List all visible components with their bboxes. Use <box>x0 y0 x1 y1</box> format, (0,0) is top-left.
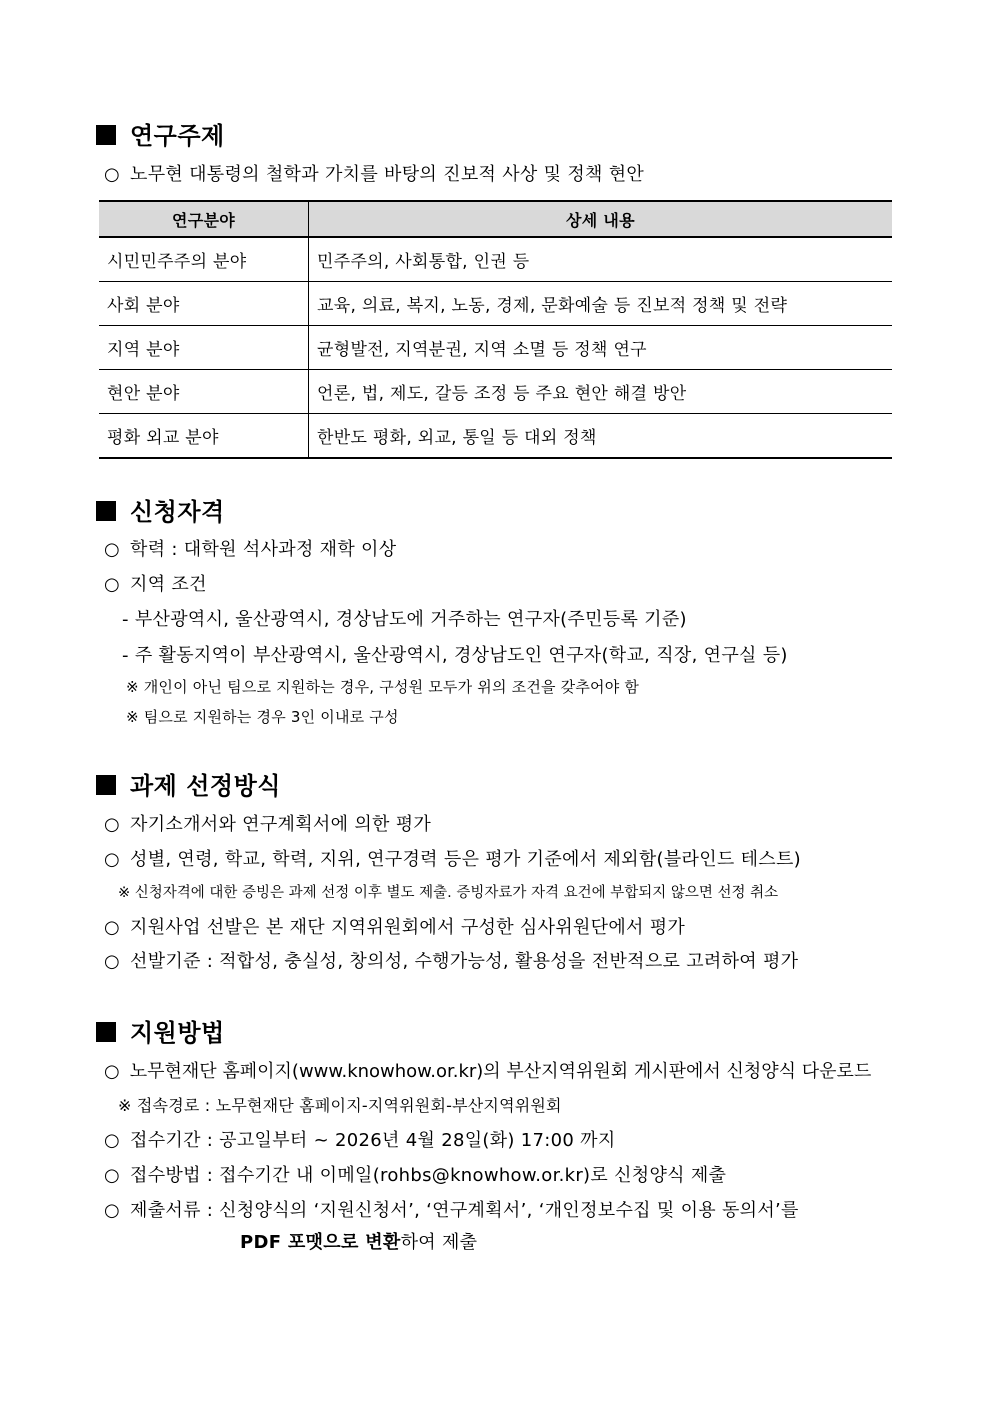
circle-bullet-icon: ○ <box>104 539 121 560</box>
eligibility-note-team-size: ※ 팀으로 지원하는 경우 3인 이내로 구성 <box>126 708 399 726</box>
table-cell-detail: 균형발전, 지역분권, 지역 소멸 등 정책 연구 <box>309 326 893 370</box>
application-item-documents: ○ 제출서류 : 신청양식의 ‘지원신청서’, ‘연구계획서’, ‘개인정보수집 및 이용 동의서’를 <box>104 1200 799 1221</box>
section-heading-application: 지원방법 <box>96 1013 225 1048</box>
section-heading-eligibility: 신청자격 <box>96 492 225 527</box>
table-cell-detail: 민주주의, 사회통합, 인권 등 <box>309 237 893 282</box>
application-note-path: ※ 접속경로 : 노무현재단 홈페이지-지역위원회-부산지역위원회 <box>118 1096 562 1115</box>
application-item-method: ○ 접수방법 : 접수기간 내 이메일(rohbs@knowhow.or.kr)로 신청양식 제출 <box>104 1165 727 1186</box>
table-cell-field: 사회 분야 <box>99 282 309 326</box>
circle-bullet-icon: ○ <box>104 164 121 185</box>
section-heading-selection: 과제 선정방식 <box>96 766 281 801</box>
eligibility-item-education: ○ 학력 : 대학원 석사과정 재학 이상 <box>104 539 397 560</box>
table-row <box>99 282 892 326</box>
black-square-bullet-icon <box>96 1022 116 1042</box>
black-square-bullet-icon <box>96 775 116 795</box>
section-heading-research-topic: 연구주제 <box>96 116 225 151</box>
table-cell-field: 시민민주주의 분야 <box>99 237 309 282</box>
black-square-bullet-icon <box>96 125 116 145</box>
eligibility-note-team-condition: ※ 개인이 아닌 팀으로 지원하는 경우, 구성원 모두가 위의 조건을 갖추어야 함 <box>126 678 640 696</box>
table-cell-detail: 언론, 법, 제도, 갈등 조정 등 주요 현안 해결 방안 <box>309 370 893 414</box>
column-header-detail: 상세 내용 <box>309 201 893 237</box>
selection-item-blind-test: ○ 성별, 연령, 학교, 학력, 지위, 연구경력 등은 평가 기준에서 제외함(블라인드 테스트) <box>104 849 801 870</box>
eligibility-item-region: ○ 지역 조건 <box>104 574 207 595</box>
circle-bullet-icon: ○ <box>104 1061 120 1082</box>
table-cell-detail: 한반도 평화, 외교, 통일 등 대외 정책 <box>309 414 893 459</box>
circle-bullet-icon: ○ <box>104 1200 121 1221</box>
table-row <box>99 237 892 282</box>
column-header-field: 연구분야 <box>99 201 309 237</box>
region-condition-residence: - 부산광역시, 울산광역시, 경상남도에 거주하는 연구자(주민등록 기준) <box>122 609 687 630</box>
table-header-row <box>99 201 892 237</box>
selection-note-proof: ※ 신청자격에 대한 증빙은 과제 선정 이후 별도 제출. 증빙자료가 자격 요건에 부합되지 않으면 선정 취소 <box>118 885 779 901</box>
research-field-table <box>99 200 892 459</box>
application-item-period: ○ 접수기간 : 공고일부터 ~ 2026년 4월 28일(화) 17:00 까지 <box>104 1130 616 1151</box>
pdf-format-emphasis: PDF 포맷으로 변환 <box>240 1232 401 1253</box>
research-topic-item: ○ 노무현 대통령의 철학과 가치를 바탕의 진보적 사상 및 정책 현안 <box>104 164 645 185</box>
application-documents-continuation: PDF 포맷으로 변환하여 제출 <box>240 1232 478 1253</box>
black-square-bullet-icon <box>96 501 116 521</box>
circle-bullet-icon: ○ <box>104 849 121 870</box>
circle-bullet-icon: ○ <box>104 574 121 595</box>
table-cell-field: 평화 외교 분야 <box>99 414 309 459</box>
circle-bullet-icon: ○ <box>104 814 121 835</box>
table-row <box>99 326 892 370</box>
table-cell-field: 지역 분야 <box>99 326 309 370</box>
circle-bullet-icon: ○ <box>104 917 121 938</box>
table-row <box>99 414 892 459</box>
table-cell-detail: 교육, 의료, 복지, 노동, 경제, 문화예술 등 진보적 정책 및 전략 <box>309 282 893 326</box>
selection-item-evaluation: ○ 자기소개서와 연구계획서에 의한 평가 <box>104 814 432 835</box>
circle-bullet-icon: ○ <box>104 951 121 972</box>
table-cell-field: 현안 분야 <box>99 370 309 414</box>
region-condition-activity: - 주 활동지역이 부산광역시, 울산광역시, 경상남도인 연구자(학교, 직장, 연구실 등) <box>122 645 788 666</box>
selection-item-committee: ○ 지원사업 선발은 본 재단 지역위원회에서 구성한 심사위원단에서 평가 <box>104 917 686 938</box>
selection-item-criteria: ○ 선발기준 : 적합성, 충실성, 창의성, 수행가능성, 활용성을 전반적으로 고려하여 평가 <box>104 951 799 972</box>
circle-bullet-icon: ○ <box>104 1130 121 1151</box>
application-item-download: ○ 노무현재단 홈페이지(www.knowhow.or.kr)의 부산지역위원회 게시판에서 신청양식 다운로드 <box>104 1061 872 1082</box>
circle-bullet-icon: ○ <box>104 1165 121 1186</box>
table-row <box>99 370 892 414</box>
